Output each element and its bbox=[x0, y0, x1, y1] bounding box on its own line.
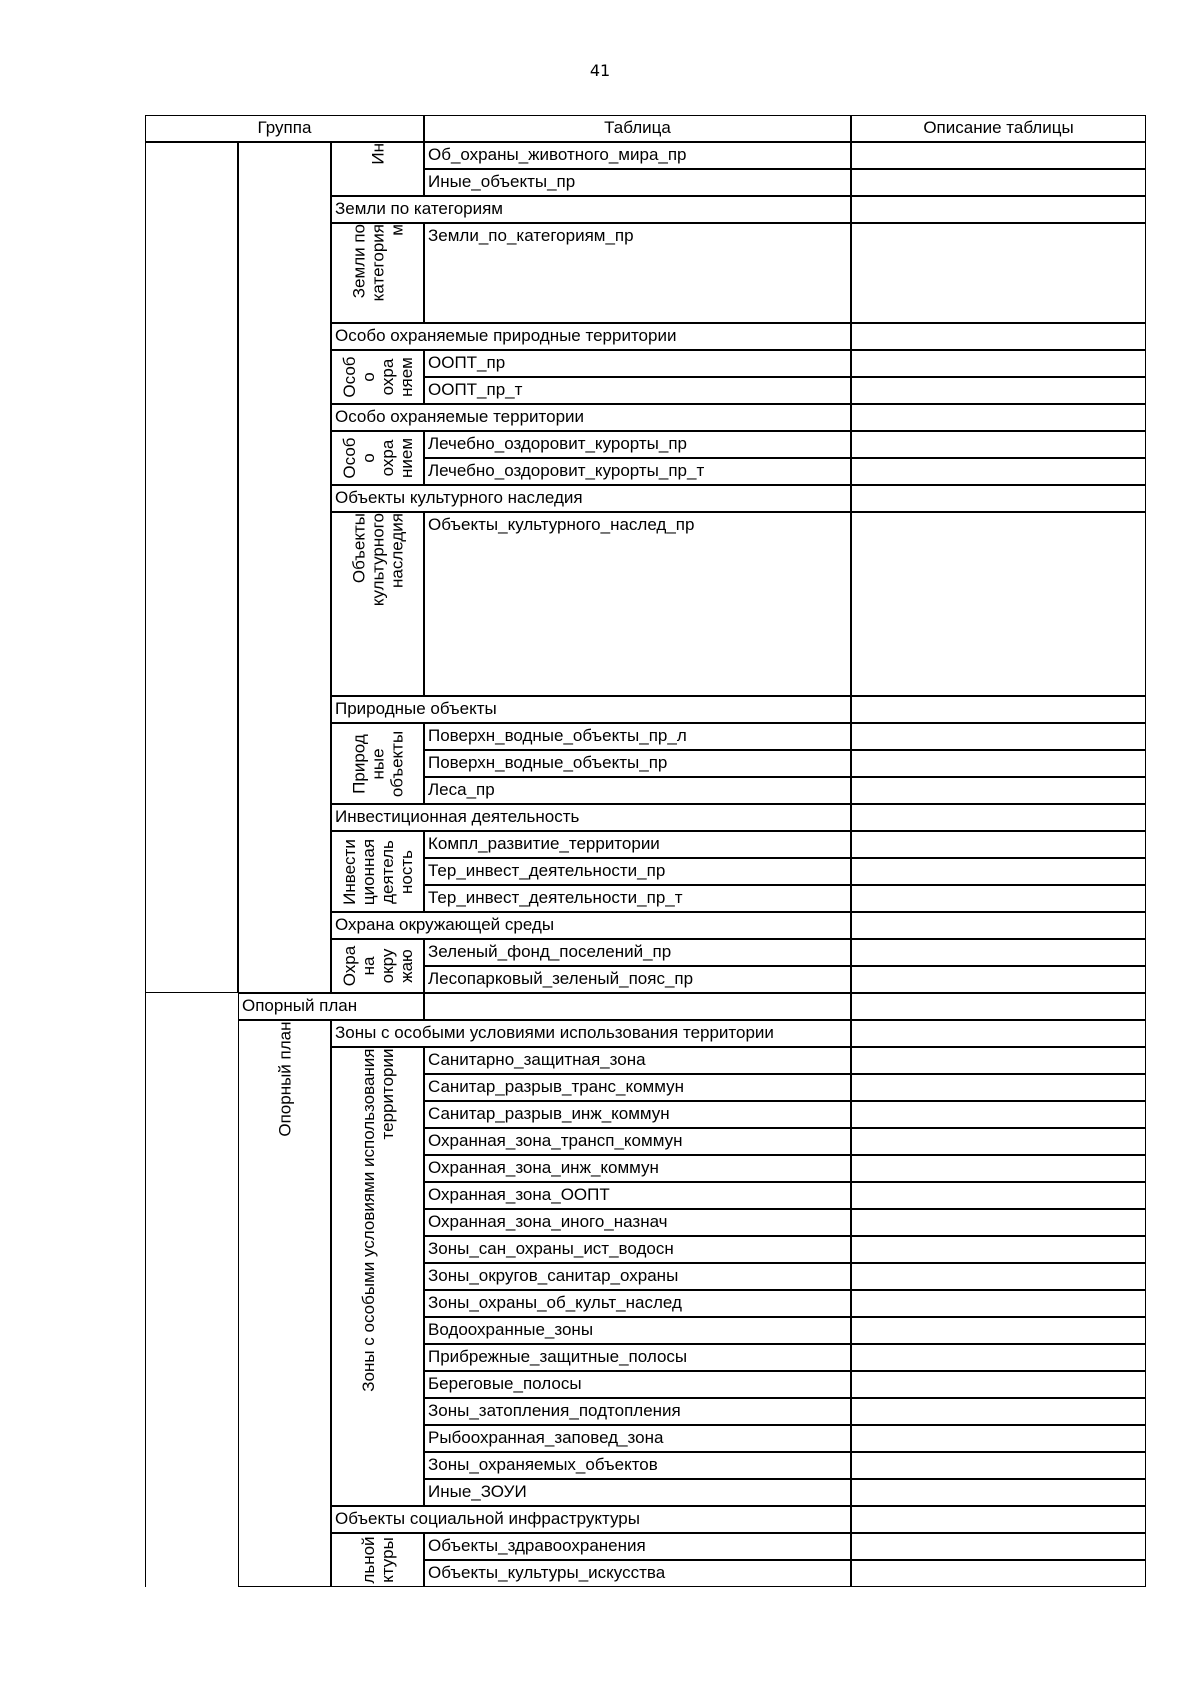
description-cell bbox=[851, 485, 1146, 512]
description-cell bbox=[851, 696, 1146, 723]
table-name-cell: Охранная_зона_иного_назнач bbox=[424, 1209, 851, 1236]
header-table: Таблица bbox=[424, 115, 851, 142]
description-cell bbox=[851, 1128, 1146, 1155]
description-cell bbox=[851, 750, 1146, 777]
description-cell bbox=[851, 1236, 1146, 1263]
section-vertical-label-text: Особ о охра няем bbox=[339, 356, 416, 398]
table-name-cell: Зоны_затопления_подтопления bbox=[424, 1398, 851, 1425]
description-cell bbox=[851, 1047, 1146, 1074]
description-cell bbox=[851, 169, 1146, 196]
description-cell bbox=[851, 404, 1146, 431]
description-cell bbox=[851, 142, 1146, 169]
section-vertical-label bbox=[331, 350, 424, 404]
description-cell bbox=[851, 1425, 1146, 1452]
description-cell bbox=[851, 912, 1146, 939]
section-vertical-label-text: Охра на окру жаю bbox=[339, 945, 416, 987]
description-cell bbox=[851, 1209, 1146, 1236]
description-cell bbox=[851, 1020, 1146, 1047]
table-name-cell: Иные_ЗОУИ bbox=[424, 1479, 851, 1506]
table-name-cell: Санитар_разрыв_инж_коммун bbox=[424, 1101, 851, 1128]
table-name-cell: Рыбоохранная_заповед_зона bbox=[424, 1425, 851, 1452]
section-vertical-label-text: Ин bbox=[368, 143, 387, 165]
table-name-cell: ООПТ_пр_т bbox=[424, 377, 851, 404]
description-cell bbox=[851, 966, 1146, 993]
section-vertical-label bbox=[331, 1047, 424, 1506]
section-title: Объекты культурного наследия bbox=[331, 485, 851, 512]
description-cell bbox=[851, 196, 1146, 223]
opornyi-plan-vertical-label bbox=[238, 1020, 331, 1587]
section-vertical-label-text: Зоны с особыми условиями использования территории bbox=[358, 1048, 397, 1392]
section-title: Инвестиционная деятельность bbox=[331, 804, 851, 831]
description-cell bbox=[851, 1479, 1146, 1506]
description-cell bbox=[851, 858, 1146, 885]
description-cell bbox=[851, 350, 1146, 377]
table-name-cell: Иные_объекты_пр bbox=[424, 169, 851, 196]
description-cell bbox=[851, 1263, 1146, 1290]
description-cell bbox=[851, 1398, 1146, 1425]
description-cell bbox=[851, 1290, 1146, 1317]
group-column-1 bbox=[145, 142, 238, 1587]
description-cell bbox=[851, 885, 1146, 912]
table-name-cell: Леса_пр bbox=[424, 777, 851, 804]
section-vertical-label bbox=[331, 142, 424, 196]
description-cell bbox=[851, 804, 1146, 831]
description-cell bbox=[851, 1317, 1146, 1344]
table-name-cell: Прибрежные_защитные_полосы bbox=[424, 1344, 851, 1371]
table-name-cell: ООПТ_пр bbox=[424, 350, 851, 377]
description-cell bbox=[851, 831, 1146, 858]
opornyi-plan-vertical-label-text: Опорный план bbox=[275, 1021, 294, 1137]
section-title: Охрана окружающей среды bbox=[331, 912, 851, 939]
description-cell bbox=[851, 939, 1146, 966]
section-vertical-label bbox=[331, 223, 424, 323]
description-cell bbox=[851, 223, 1146, 323]
section-vertical-label bbox=[331, 431, 424, 485]
table-name-cell: Охранная_зона_трансп_коммун bbox=[424, 1128, 851, 1155]
description-cell bbox=[851, 993, 1146, 1020]
table-name-cell: Водоохранные_зоны bbox=[424, 1317, 851, 1344]
description-cell bbox=[851, 1344, 1146, 1371]
table-name-cell: Зоны_округов_санитар_охраны bbox=[424, 1263, 851, 1290]
table-name-cell: Тер_инвест_деятельности_пр_т bbox=[424, 885, 851, 912]
section-vertical-label bbox=[331, 512, 424, 696]
description-cell bbox=[851, 1101, 1146, 1128]
table-name-cell: Зоны_охраняемых_объектов bbox=[424, 1452, 851, 1479]
description-cell bbox=[851, 1533, 1146, 1560]
table-name-cell: Поверхн_водные_объекты_пр_л bbox=[424, 723, 851, 750]
table-name-cell: Объекты_культурного_наслед_пр bbox=[424, 512, 851, 696]
section-vertical-label-text: Земли по категория м bbox=[349, 224, 406, 302]
description-cell bbox=[851, 1155, 1146, 1182]
table-name-cell: Об_охраны_животного_мира_пр bbox=[424, 142, 851, 169]
table-name-cell: Охранная_зона_инж_коммун bbox=[424, 1155, 851, 1182]
description-cell bbox=[851, 1452, 1146, 1479]
section-vertical-label-text: Природ ные объекты bbox=[349, 730, 406, 797]
section-title: Земли по категориям bbox=[331, 196, 851, 223]
description-cell bbox=[851, 777, 1146, 804]
page-number: 41 bbox=[589, 61, 611, 80]
table-name-cell bbox=[424, 993, 851, 1020]
section-title: Объекты социальной инфраструктуры bbox=[331, 1506, 851, 1533]
header-group: Группа bbox=[145, 115, 424, 142]
table-name-cell: Зеленый_фонд_поселений_пр bbox=[424, 939, 851, 966]
table-name-cell: Зоны_сан_охраны_ист_водосн bbox=[424, 1236, 851, 1263]
header-description: Описание таблицы bbox=[851, 115, 1146, 142]
opornyi-plan-title: Опорный план bbox=[238, 993, 424, 1020]
table-name-cell: Санитарно_защитная_зона bbox=[424, 1047, 851, 1074]
description-cell bbox=[851, 431, 1146, 458]
table-name-cell: Земли_по_категориям_пр bbox=[424, 223, 851, 323]
table-name-cell: Охранная_зона_ООПТ bbox=[424, 1182, 851, 1209]
description-cell bbox=[851, 1371, 1146, 1398]
section-title: Особо охраняемые территории bbox=[331, 404, 851, 431]
table-name-cell: Санитар_разрыв_транс_коммун bbox=[424, 1074, 851, 1101]
description-cell bbox=[851, 1506, 1146, 1533]
table-name-cell: Лесопарковый_зеленый_пояс_пр bbox=[424, 966, 851, 993]
table-name-cell: Объекты_здравоохранения bbox=[424, 1533, 851, 1560]
table-name-cell: Тер_инвест_деятельности_пр bbox=[424, 858, 851, 885]
description-cell bbox=[851, 1182, 1146, 1209]
description-cell bbox=[851, 323, 1146, 350]
description-cell bbox=[851, 512, 1146, 696]
section-title: Зоны с особыми условиями использования территории bbox=[331, 1020, 851, 1047]
section-vertical-label-text: Объекты культурного наследия bbox=[349, 513, 406, 607]
section-title: Особо охраняемые природные территории bbox=[331, 323, 851, 350]
table-name-cell: Лечебно_оздоровит_курорты_пр_т bbox=[424, 458, 851, 485]
group-column-2-left bbox=[238, 1020, 242, 1587]
description-cell bbox=[851, 1074, 1146, 1101]
description-cell bbox=[851, 458, 1146, 485]
table-name-cell: Поверхн_водные_объекты_пр bbox=[424, 750, 851, 777]
section-vertical-label bbox=[331, 1533, 424, 1587]
group-column-2 bbox=[238, 142, 331, 993]
table-name-cell: Береговые_полосы bbox=[424, 1371, 851, 1398]
description-cell bbox=[851, 377, 1146, 404]
table-name-cell: Лечебно_оздоровит_курорты_пр bbox=[424, 431, 851, 458]
table-name-cell: Объекты_культуры_искусства bbox=[424, 1560, 851, 1587]
section-vertical-label bbox=[331, 831, 424, 912]
section-vertical-label bbox=[331, 723, 424, 804]
section-vertical-label-text: Инвести ционная деятель ность bbox=[339, 838, 416, 905]
table-name-cell: Зоны_охраны_об_культ_наслед bbox=[424, 1290, 851, 1317]
section-vertical-label-text: льной ктуры bbox=[358, 1536, 397, 1584]
table-name-cell: Компл_развитие_территории bbox=[424, 831, 851, 858]
section-vertical-label-text: Особ о охра нием bbox=[339, 437, 416, 479]
description-cell bbox=[851, 723, 1146, 750]
description-cell bbox=[851, 1560, 1146, 1587]
section-vertical-label bbox=[331, 939, 424, 993]
section-title: Природные объекты bbox=[331, 696, 851, 723]
